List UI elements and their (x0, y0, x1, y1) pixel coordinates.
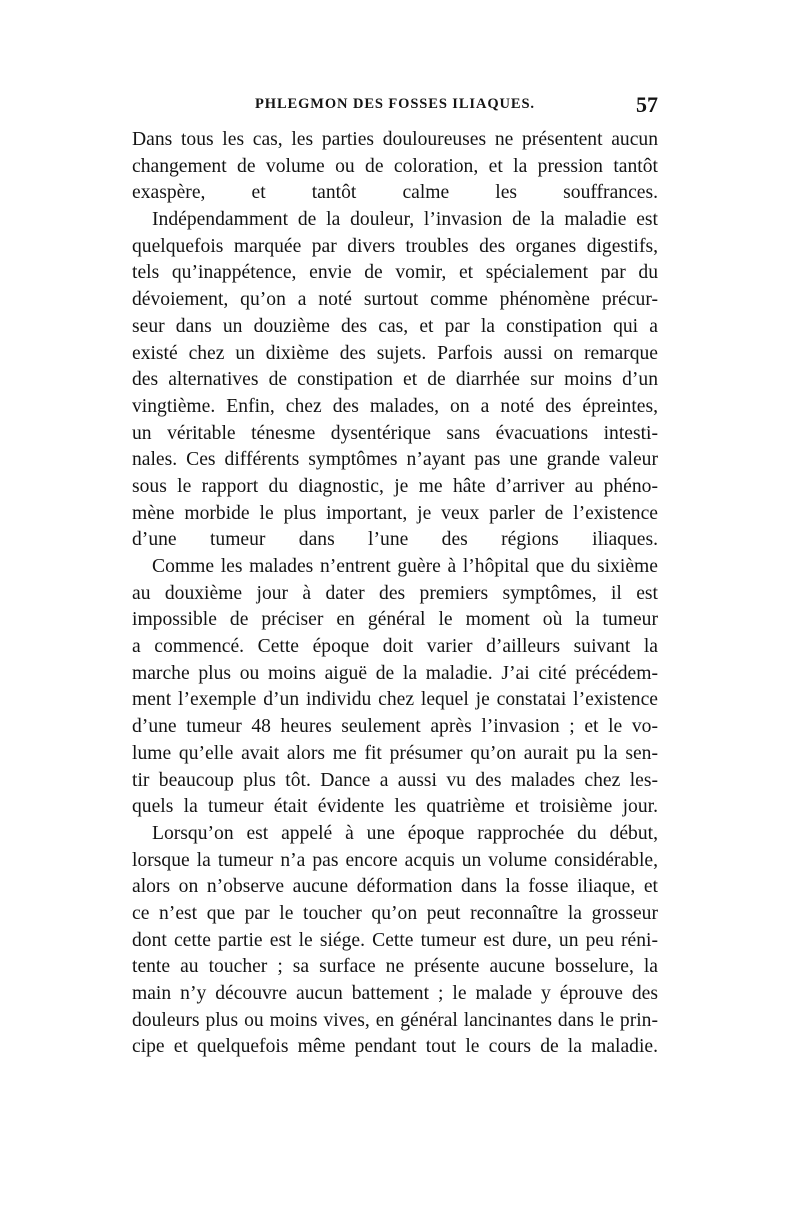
body-text (132, 127, 658, 1061)
text-line: exaspère, et tantôt calme les souffrances. (132, 182, 658, 204)
text-line: a commencé. Cette époque doit varier d’ailleurs suivant la (132, 636, 658, 658)
text-line: ce n’est que par le toucher qu’on peut reconnaître la grosseur (132, 902, 658, 924)
paragraph (132, 821, 658, 1061)
text-line: marche plus ou moins aiguë de la maladie. J’ai cité précédem- (132, 662, 658, 684)
text-line: tir beaucoup plus tôt. Dance a aussi vu des malades chez les- (132, 769, 658, 791)
text-line: au douxième jour à dater des premiers symptômes, il est (132, 582, 658, 604)
text-line: sous le rapport du diagnostic, je me hâte d’arriver au phéno- (132, 475, 658, 497)
text-line: seur dans un douzième des cas, et par la constipation qui a (132, 315, 658, 337)
paragraph (132, 127, 658, 207)
text-line: mène morbide le plus important, je veux parler de l’existence (132, 502, 658, 524)
text-line: quelquefois marquée par divers troubles des organes digestifs, (132, 235, 658, 257)
text-line: nales. Ces différents symptômes n’ayant pas une grande valeur (132, 449, 658, 471)
text-line: changement de volume ou de coloration, et la pression tantôt (132, 155, 658, 177)
text-line: Dans tous les cas, les parties douloureuses ne présentent aucun (132, 129, 658, 150)
text-line: dévoiement, qu’on a noté surtout comme phénomène précur- (132, 289, 658, 311)
text-line: Comme les malades n’entrent guère à l’hôpital que du sixième (152, 556, 658, 577)
text-line: vingtième. Enfin, chez des malades, on a noté des épreintes, (132, 395, 658, 417)
text-line: impossible de préciser en général le moment où la tumeur (132, 609, 658, 631)
text-line: lume qu’elle avait alors me fit présumer qu’on aurait pu la sen- (132, 742, 658, 764)
text-line: douleurs plus ou moins vives, en général lancinantes dans le prin- (132, 1009, 658, 1031)
text-line: tente au toucher ; sa surface ne présente aucune bosselure, la (132, 956, 658, 978)
text-line: ment l’exemple d’un individu chez lequel je constatai l’existence (132, 689, 658, 711)
text-line: d’une tumeur dans l’une des régions iliaques. (132, 529, 658, 551)
text-line: alors on n’observe aucune déformation dans la fosse iliaque, et (132, 876, 658, 898)
text-line: Lorsqu’on est appelé à une époque rapprochée du début, (152, 822, 658, 844)
text-line: quels la tumeur était évidente les quatrième et troisième jour. (132, 796, 658, 818)
text-line: des alternatives de constipation et de diarrhée sur moins d’un (132, 369, 658, 391)
text-line: cipe et quelquefois même pendant tout le cours de la maladie. (132, 1036, 658, 1058)
page-number: 57 (636, 92, 658, 117)
paragraph (132, 207, 658, 554)
page-header (132, 92, 658, 122)
text-line: tels qu’inappétence, envie de vomir, et spécialement par du (132, 262, 658, 284)
text-line: dont cette partie est le siége. Cette tumeur est dure, un peu réni- (132, 929, 658, 951)
text-line: main n’y découvre aucun battement ; le malade y éprouve des (132, 983, 658, 1004)
text-line: Indépendamment de la douleur, l’invasion de la maladie est (152, 209, 658, 231)
running-title: PHLEGMON DES FOSSES ILIAQUES. (255, 96, 535, 112)
text-line: lorsque la tumeur n’a pas encore acquis un volume considérable, (132, 849, 658, 871)
text-line: un véritable ténesme dysentérique sans évacuations intesti- (132, 422, 658, 444)
text-line: existé chez un dixième des sujets. Parfois aussi on remarque (132, 342, 658, 364)
paragraph (132, 554, 658, 821)
text-line: d’une tumeur 48 heures seulement après l’invasion ; et le vo- (132, 716, 658, 738)
